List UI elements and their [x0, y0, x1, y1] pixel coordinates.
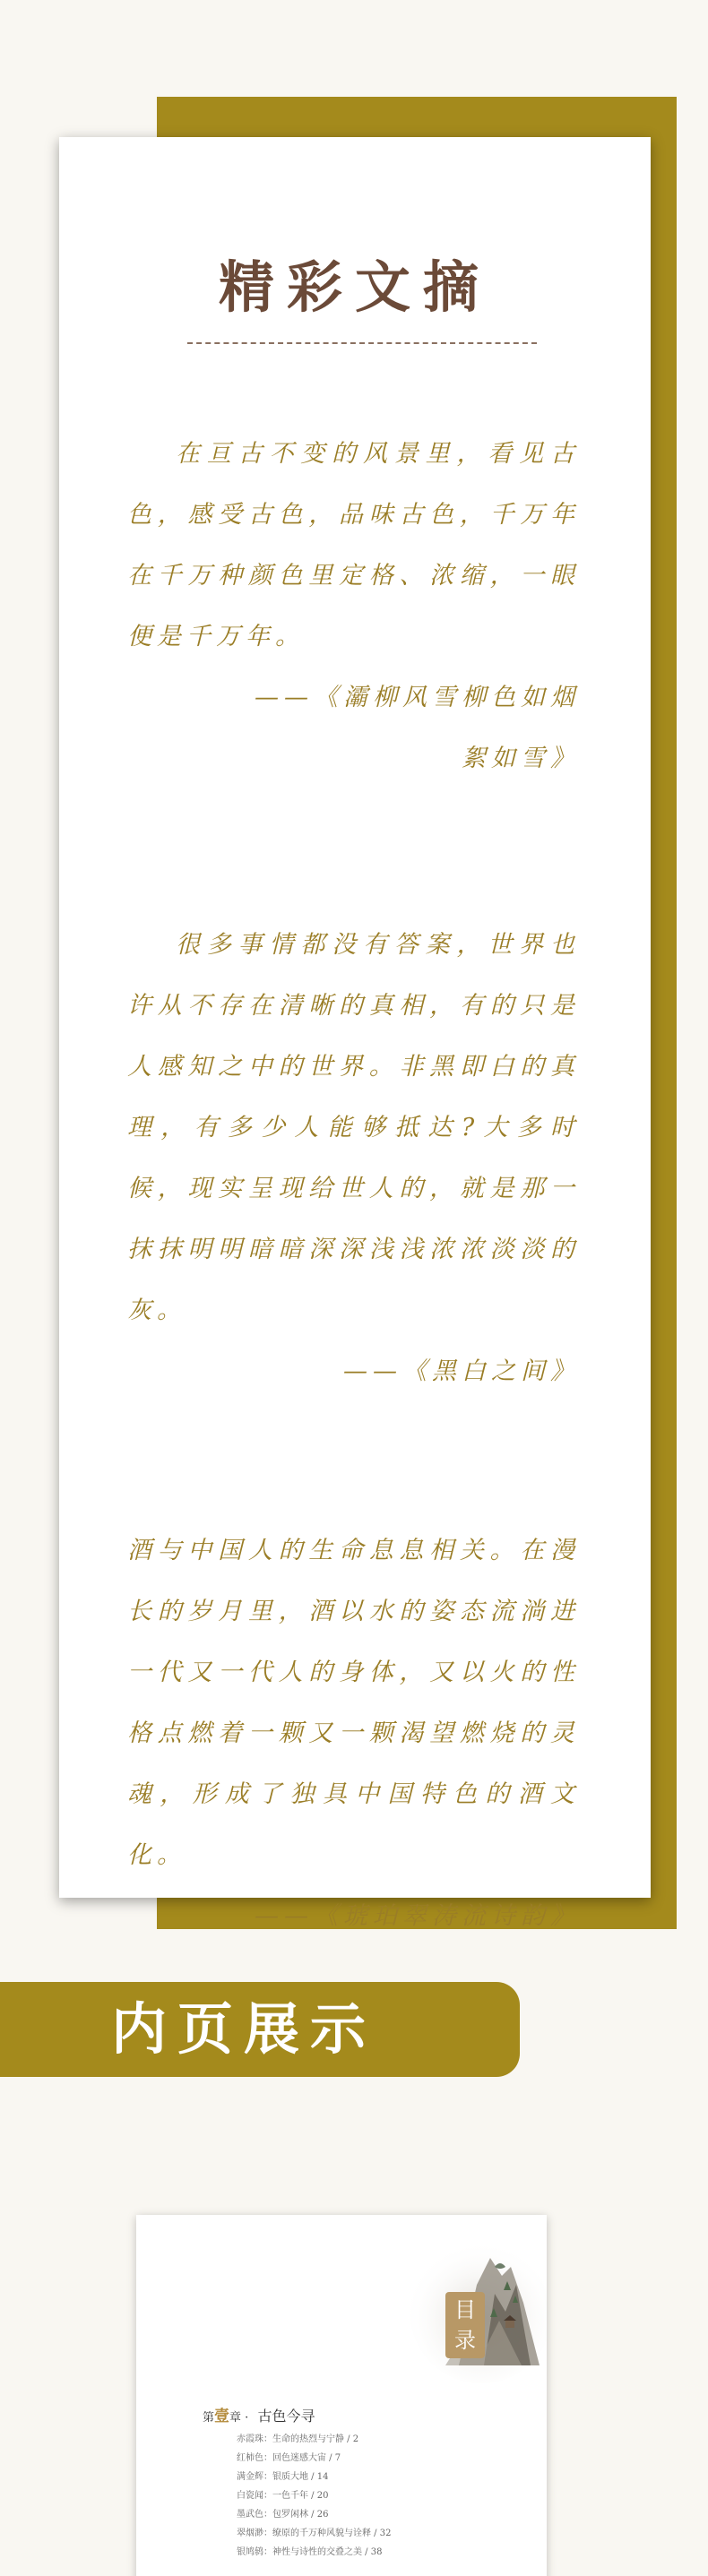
chapter-name: 古色今寻 [257, 2408, 315, 2425]
toc-item: 红柿色：回色迷感大宙 / 7 [237, 2453, 341, 2463]
book-page-preview [136, 2215, 547, 2576]
excerpt-card [59, 137, 651, 1930]
toc-item: 银鸠鸫：神性与诗性的交叠之美 / 38 [237, 2547, 383, 2557]
excerpt-block [127, 915, 647, 1402]
chapter-prefix: 第 [203, 2411, 215, 2425]
excerpt-text: 很多事情都没有答案，世界也许从不存在清晰的真相，有的只是人感知之中的世界。非黑即白的真理，有多少人能够抵达?大多时候，现实呈现给世人的，就是那一抹抹明明暗暗深深浅浅浓浓淡淡的灰。 [127, 931, 580, 1324]
toc-item: 翠烟渺：缭原的千万种风貌与诠释 / 32 [237, 2529, 392, 2538]
toc-item: 白瓷闻：一色千年 / 20 [237, 2491, 329, 2501]
chapter-suffix: 章 [229, 2411, 242, 2425]
toc-item: 满金辉：银质大地 / 14 [237, 2472, 329, 2482]
chapter-heading [203, 2403, 315, 2425]
toc-list [237, 2430, 391, 2562]
title-divider [187, 342, 537, 344]
excerpt-source: ——《琥珀翠涛流诗韵》 [255, 1902, 580, 1930]
chapter-separator: · [245, 2411, 249, 2425]
toc-item: 墨武色：包罗闲林 / 26 [237, 2510, 329, 2520]
excerpt-text: 酒与中国人的生命息息相关。在漫长的岁月里，酒以水的姿态流淌进一代又一代人的身体，又以火的性格点燃着一颗又一颗渴望燃烧的灵魂，形成了独具中国特色的酒文化。 [127, 1537, 580, 1869]
excerpt-body [127, 424, 647, 1947]
toc-item: 赤霞珠：生命的热烈与宁静 / 2 [237, 2434, 359, 2444]
excerpt-source: ——《灞柳风雪柳色如烟絮如雪》 [255, 684, 580, 772]
excerpt-block [127, 1521, 647, 1947]
inner-pages-label: 内页展示 [111, 1996, 377, 2062]
inner-pages-banner [0, 1982, 520, 2077]
excerpt-source: ——《黑白之间》 [343, 1357, 580, 1385]
toc-seal: 目录 [445, 2292, 485, 2358]
excerpt-block [127, 424, 647, 789]
chapter-number: 壹 [214, 2408, 230, 2425]
excerpt-title: 精彩文摘 [218, 254, 491, 320]
excerpt-text: 在亘古不变的风景里，看见古色，感受古色，品味古色，千万年在千万种颜色里定格、浓缩，一眼便是千万年。 [127, 440, 580, 650]
